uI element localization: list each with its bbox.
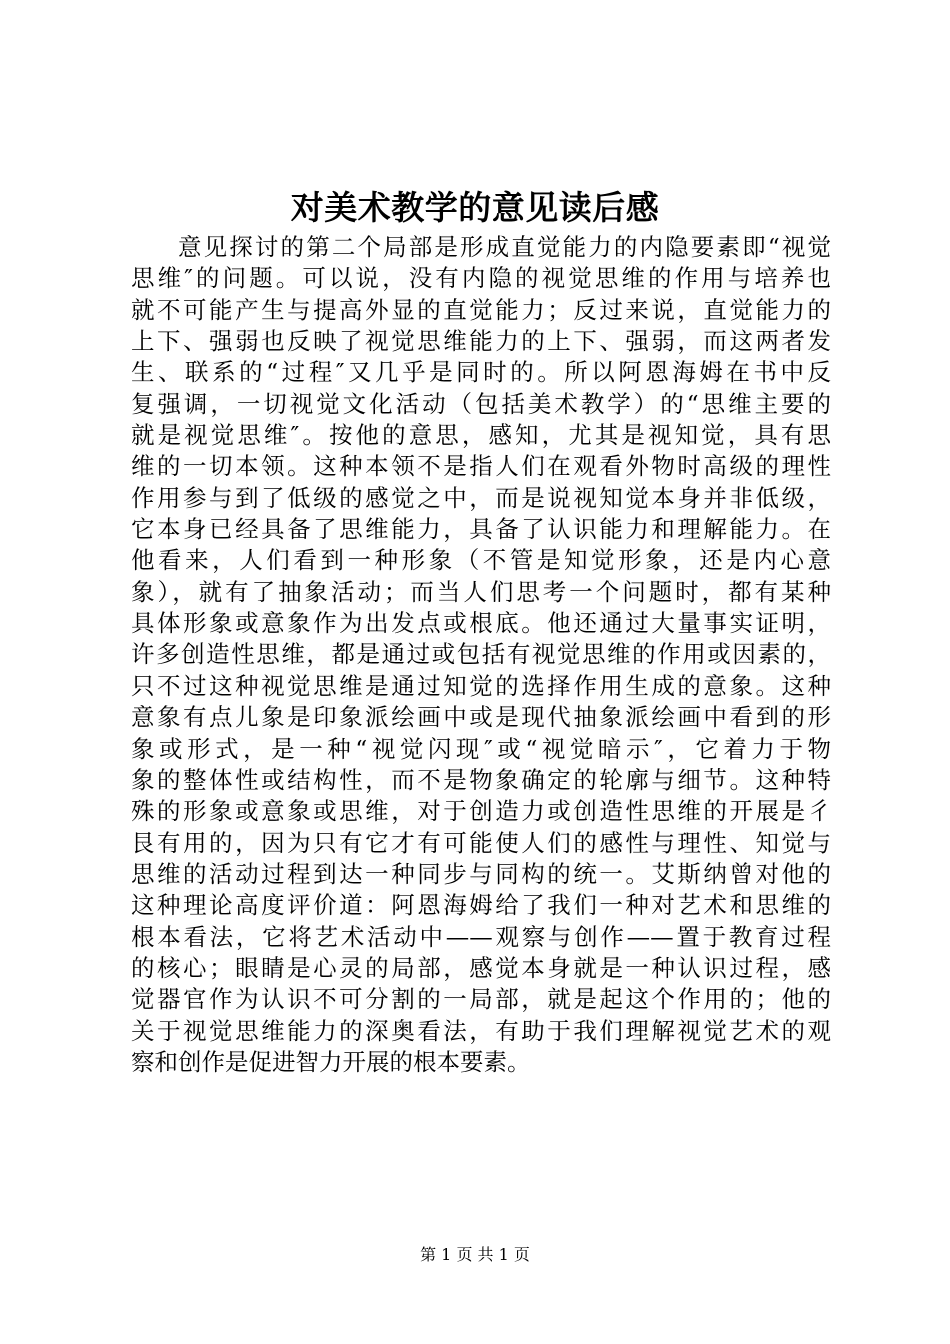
page-number-footer: 第 1 页 共 1 页 [420,1245,530,1264]
paragraph-line: 艮有用的，因为只有它才有可能使人们的感性与理性、知觉与 [131,828,831,857]
paragraph-line: 关于视觉思维能力的深奥看法，有助于我们理解视觉艺术的观 [131,1016,831,1045]
paragraph-line: 复强调，一切视觉文化活动（包括美术教学）的“思维主要的 [131,389,831,418]
paragraph-line: 就不可能产生与提高外显的直觉能力；反过来说，直觉能力的 [131,295,831,324]
paragraph-line: 意象有点儿象是印象派绘画中或是现代抽象派绘画中看到的形 [131,703,831,732]
body-paragraph [131,232,831,1078]
paragraph-line: 只不过这种视觉思维是通过知觉的选择作用生成的意象。这种 [131,671,831,700]
paragraph-line: 维的一切本领。这种本领不是指人们在观看外物时高级的理性 [131,452,831,481]
paragraph-line: 它本身已经具备了思维能力，具备了认识能力和理解能力。在 [131,515,831,544]
paragraph-line: 他看来，人们看到一种形象（不管是知觉形象，还是内心意 [131,546,831,575]
paragraph-line: 殊的形象或意象或思维，对于创造力或创造性思维的开展是彳 [131,797,831,826]
paragraph-line: 思维″的问题。可以说，没有内隐的视觉思维的作用与培养也 [131,264,831,293]
paragraph-line: 生、联系的“过程″又几乎是同时的。所以阿恩海姆在书中反 [131,358,831,387]
paragraph-line: 作用参与到了低级的感觉之中，而是说视知觉本身并非低级， [131,483,831,512]
paragraph-line: 象或形式，是一种“视觉闪现″或“视觉暗示″，它着力于物 [131,734,831,763]
paragraph-line: 的核心；眼睛是心灵的局部，感觉本身就是一种认识过程，感 [131,953,831,982]
paragraph-line: 具体形象或意象作为出发点或根底。他还通过大量事实证明， [131,609,831,638]
paragraph-line: 根本看法，它将艺术活动中——观察与创作——置于教育过程 [131,922,831,951]
paragraph-line: 就是视觉思维″。按他的意思，感知，尤其是视知觉，具有思 [131,421,831,450]
paragraph-line: 意见探讨的第二个局部是形成直觉能力的内隐要素即“视觉 [178,233,831,261]
paragraph-line: 觉器官作为认识不可分割的一局部，就是起这个作用的；他的 [131,985,831,1014]
paragraph-line: 上下、强弱也反映了视觉思维能力的上下、强弱，而这两者发 [131,327,831,356]
paragraph-line: 这种理论高度评价道：阿恩海姆给了我们一种对艺术和思维的 [131,891,831,920]
paragraph-line: 思维的活动过程到达一种同步与同构的统一。艾斯纳曾对他的 [131,859,831,888]
paragraph-line: 许多创造性思维，都是通过或包括有视觉思维的作用或因素的， [131,640,831,669]
paragraph-line: 象），就有了抽象活动；而当人们思考一个问题时，都有某种 [131,577,831,606]
page-title: 对美术教学的意见读后感 [290,188,660,227]
paragraph-line: 象的整体性或结构性，而不是物象确定的轮廓与细节。这种特 [131,765,831,794]
paragraph-line: 察和创作是促进智力开展的根本要素。 [131,1047,531,1076]
